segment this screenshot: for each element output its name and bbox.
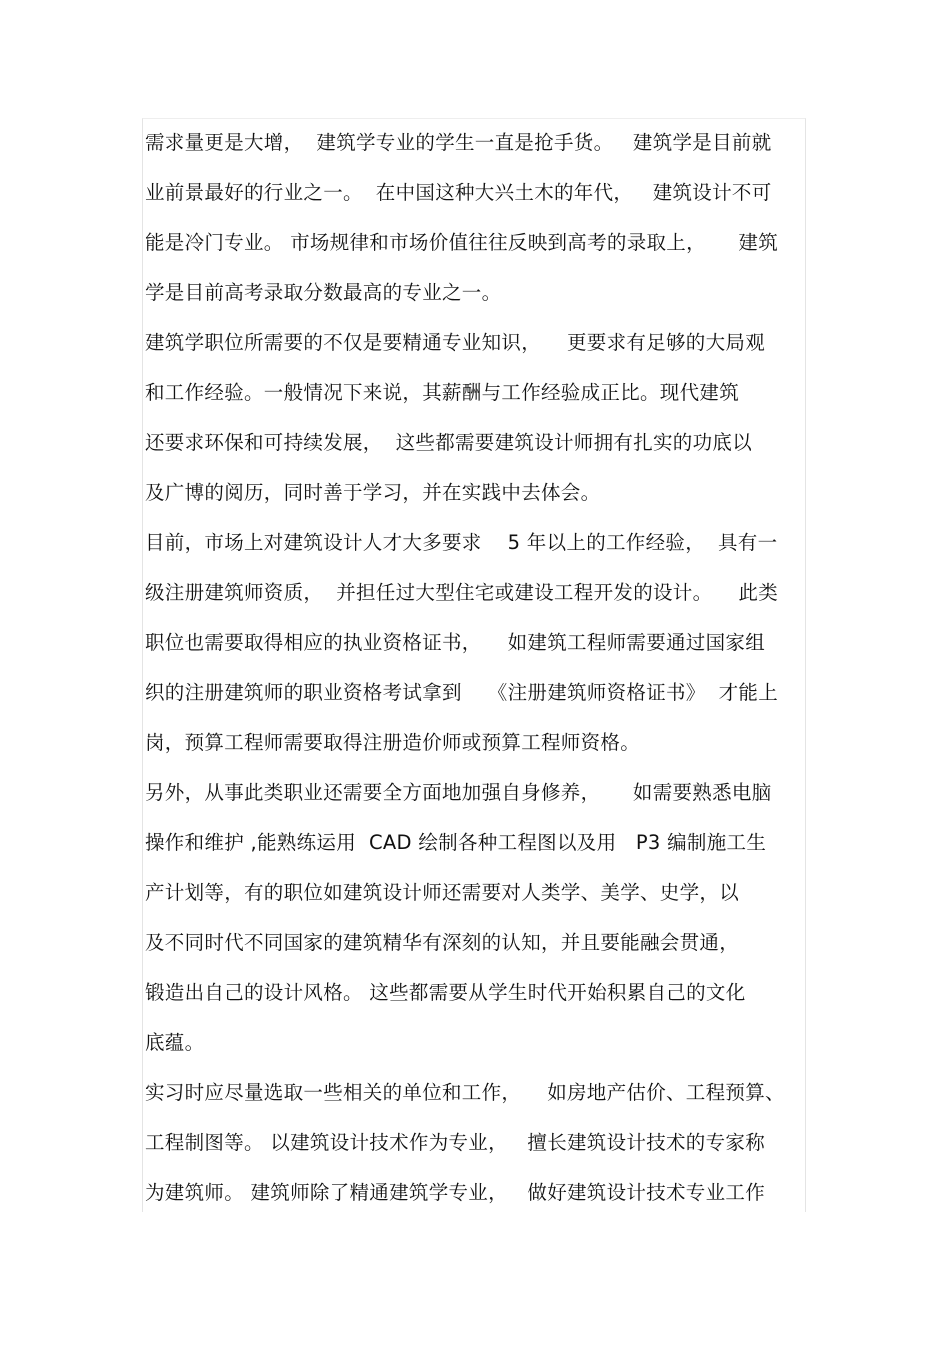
text-line: 业前景最好的行业之一。 在中国这种大兴土木的年代， 建筑设计不可 xyxy=(145,181,772,204)
text-line: 为建筑师。 建筑师除了精通建筑学专业， 做好建筑设计技术专业工作 xyxy=(145,1181,765,1204)
text-line: 实习时应尽量选取一些相关的单位和工作， 如房地产估价、工程预算、 xyxy=(145,1081,785,1104)
text-line: 及不同时代不同国家的建筑精华有深刻的认知，并且要能融会贯通， xyxy=(145,931,740,954)
text-line: 锻造出自己的设计风格。 这些都需要从学生时代开始积累自己的文化 xyxy=(145,981,746,1004)
text-line: 操作和维护 ,能熟练运用 CAD 绘制各种工程图以及用 P3 编制施工生 xyxy=(145,831,767,854)
text-line: 产计划等，有的职位如建筑设计师还需要对人类学、美学、史学，以 xyxy=(145,881,740,904)
text-line: 岗，预算工程师需要取得注册造价师或预算工程师资格。 xyxy=(145,731,641,754)
text-line: 工程制图等。 以建筑设计技术作为专业， 擅长建筑设计技术的专家称 xyxy=(145,1131,765,1154)
text-line: 级注册建筑师资质， 并担任过大型住宅或建设工程开发的设计。 此类 xyxy=(145,581,778,604)
text-line: 及广博的阅历，同时善于学习，并在实践中去体会。 xyxy=(145,481,601,504)
text-line: 目前，市场上对建筑设计人才大多要求 5 年以上的工作经验， 具有一 xyxy=(145,531,778,554)
text-line: 需求量更是大增， 建筑学专业的学生一直是抢手货。 建筑学是目前就 xyxy=(145,131,772,154)
text-line: 另外，从事此类职业还需要全方面地加强自身修养， 如需要熟悉电脑 xyxy=(145,781,772,804)
text-line: 能是冷门专业。 市场规律和市场价值往往反映到高考的录取上， 建筑 xyxy=(145,231,778,254)
text-line: 学是目前高考录取分数最高的专业之一。 xyxy=(145,281,502,304)
text-line: 建筑学职位所需要的不仅是要精通专业知识， 更要求有足够的大局观 xyxy=(145,331,765,354)
text-line: 和工作经验。一般情况下来说，其薪酬与工作经验成正比。现代建筑 xyxy=(145,381,740,404)
document-body xyxy=(145,118,825,1218)
text-line: 织的注册建筑师的职业资格考试拿到 《注册建筑师资格证书》 才能上 xyxy=(145,681,778,704)
text-line: 职位也需要取得相应的执业资格证书， 如建筑工程师需要通过国家组 xyxy=(145,631,765,654)
text-line: 底蕴。 xyxy=(145,1031,205,1054)
text-line: 还要求环保和可持续发展， 这些都需要建筑设计师拥有扎实的功底以 xyxy=(145,431,752,454)
